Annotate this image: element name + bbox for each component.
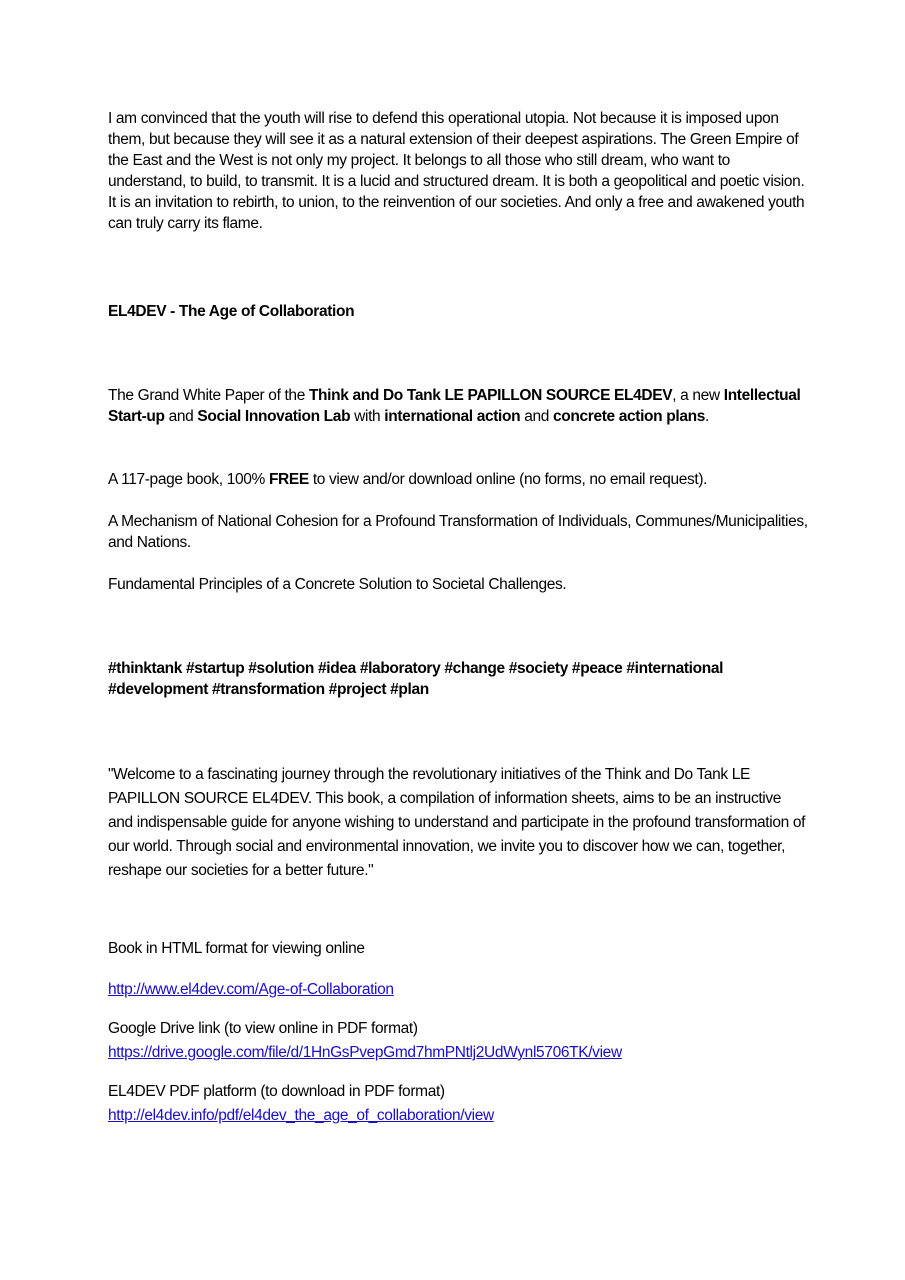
drive-link-block [108,1017,808,1065]
hashtags: #thinktank #startup #solution #idea #laboratory #change #society #peace #international #development #transformation #project #plan [108,660,724,698]
white-paper-text-6: . [705,408,709,425]
book-info-paragraph [108,469,808,490]
white-paper-text-5: and [520,408,553,425]
drive-link-label: Google Drive link (to view online in PDF format) [108,1020,418,1037]
action-plans-label: concrete action plans [552,408,705,425]
lab-label: Social Innovation Lab [197,408,351,425]
intro-paragraph: I am convinced that the youth will rise to defend this operational utopia. Not because it is imposed upon them, but because they will see it as a natural extension of their deepest aspirations. The Green Empire of the East and the West is not only my project. It belongs to all those who still dream, who want to understand, to build, to transmit. It is a lucid and structured dream. It is both a geopolitical and poetic vision. It is an invitation to rebirth, to union, to the reinvention of our societies. And only a free and awakened youth can truly carry its flame. [108,110,805,232]
think-do-tank-name: Think and Do Tank LE PAPILLON SOURCE EL4DEV [308,387,673,404]
pdf-platform-label: EL4DEV PDF platform (to download in PDF format) [108,1083,445,1100]
free-label: FREE [268,471,309,488]
white-paper-text-2: , a new [672,387,724,404]
pdf-link-block [108,1080,808,1128]
book-info-text-1: A 117-page book, 100% [108,471,269,488]
mechanism-paragraph: A Mechanism of National Cohesion for a Profound Transformation of Individuals, Communes/Municipalities, and Nations. [108,513,808,551]
book-info-text-2: to view and/or download online (no forms, no email request). [308,471,708,488]
quote-paragraph: "Welcome to a fascinating journey through the revolutionary initiatives of the Think and Do Tank LE PAPILLON SOURCE EL4DEV. This book, a compilation of information sheets, aims to be an instructive and indispensable guide for anyone wishing to understand and participate in the profound transformation of our world. Through social and environmental innovation, we invite you to discover how we can, together, reshape our societies for a better future." [108,766,806,879]
pdf-platform-link[interactable]: http://el4dev.info/pdf/el4dev_the_age_of_collaboration/view [108,1107,494,1124]
white-paper-paragraph [108,385,808,427]
international-action-label: international action [384,408,521,425]
white-paper-text-1: The Grand White Paper of the [108,387,309,404]
html-book-link[interactable]: http://www.el4dev.com/Age-of-Collaboration [108,981,394,998]
principles-paragraph: Fundamental Principles of a Concrete Solution to Societal Challenges. [108,576,567,593]
startup-label: Intellectual Start-up [108,387,801,425]
white-paper-text-3: and [164,408,198,425]
google-drive-link[interactable]: https://drive.google.com/file/d/1HnGsPvepGmd7hmPNtlj2UdWynl5706TK/view [108,1044,622,1061]
html-link-line [108,979,808,1000]
white-paper-text-4: with [350,408,385,425]
section-heading: EL4DEV - The Age of Collaboration [108,303,355,320]
html-format-label: Book in HTML format for viewing online [108,940,365,957]
